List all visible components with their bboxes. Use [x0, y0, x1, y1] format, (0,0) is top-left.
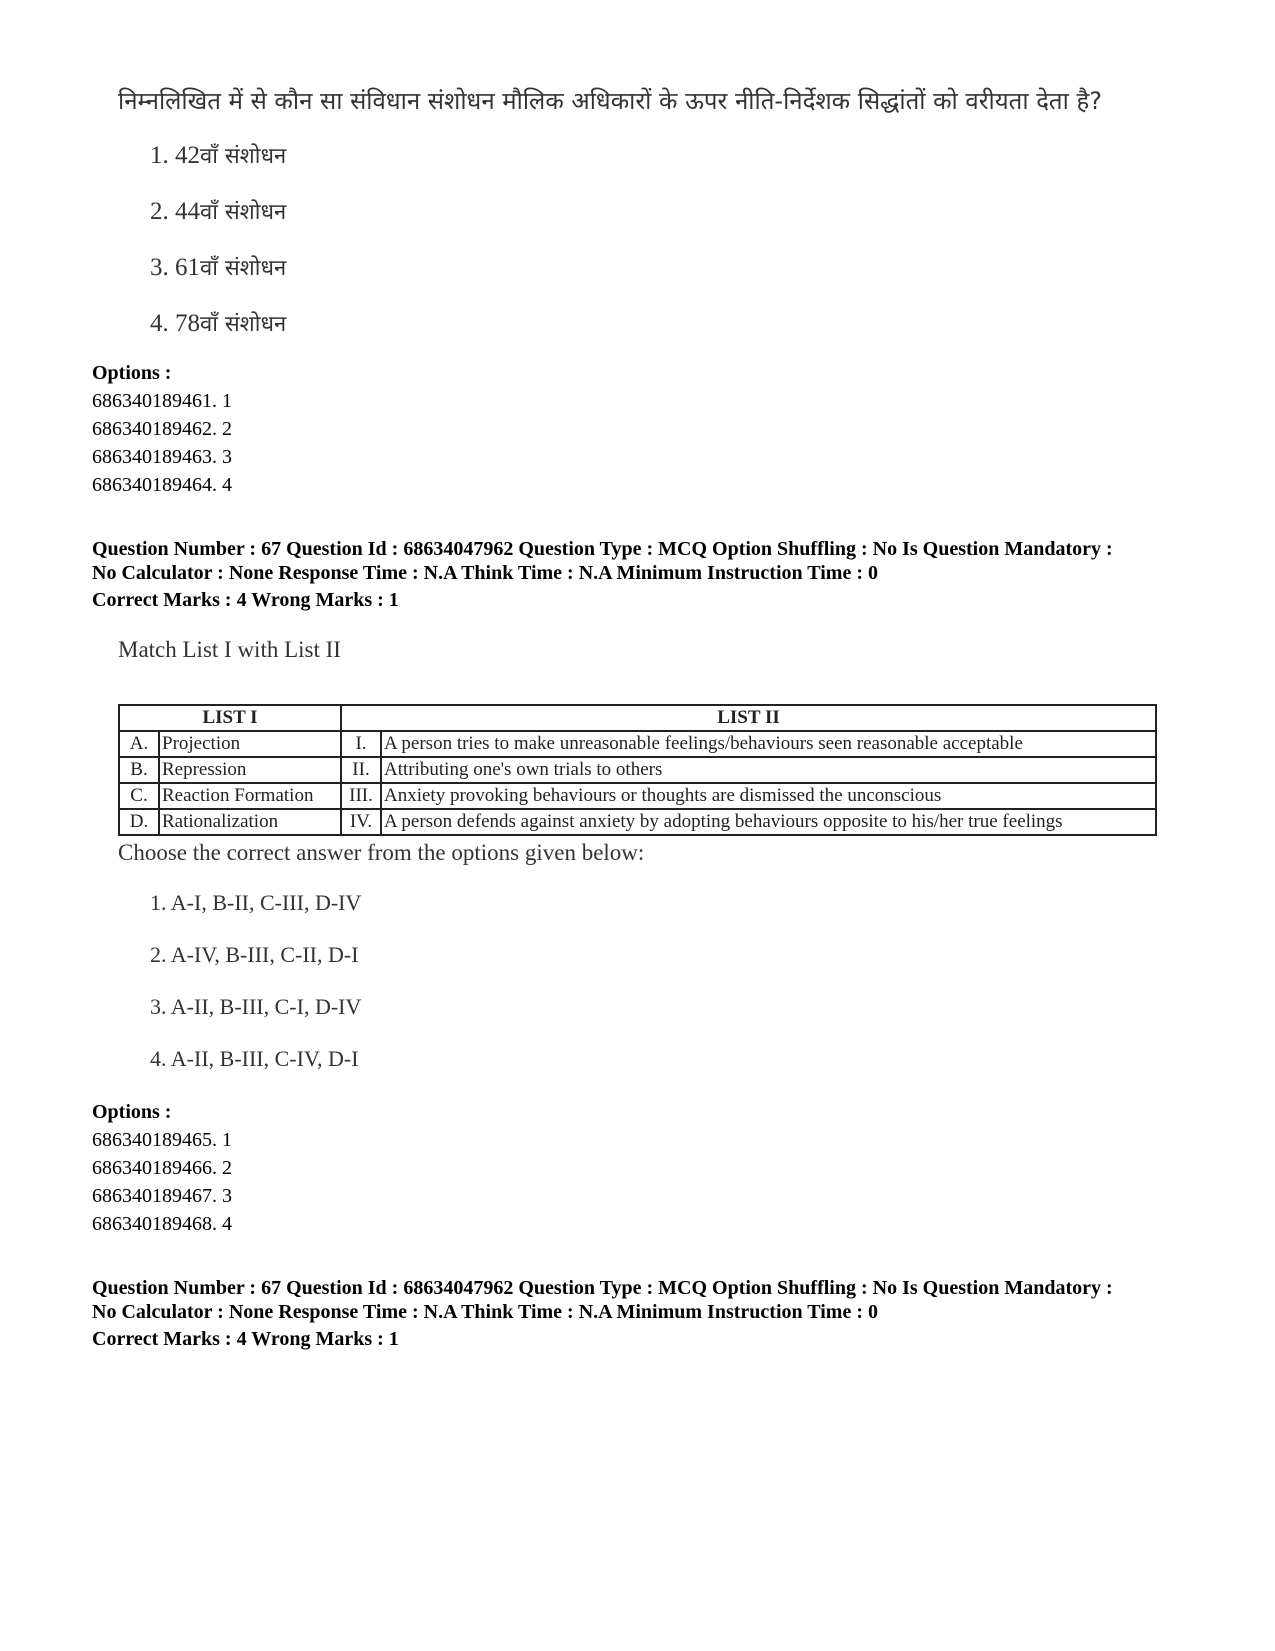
row-description: A person tries to make unreasonable feelings/behaviours seen reasonable acceptable [381, 731, 1156, 757]
choose-instruction: Choose the correct answer from the options given below: [118, 840, 645, 865]
row-description: Attributing one's own trials to others [381, 757, 1156, 783]
option-id: 686340189467. 3 [92, 1185, 232, 1207]
choice-item: 4. A-II, B-III, C-IV, D-I [150, 1046, 359, 1071]
row-letter: B. [119, 757, 159, 783]
choice-item [150, 252, 286, 282]
options-heading: Options : [92, 1101, 172, 1123]
table-row [119, 783, 1156, 809]
table-header-list1: LIST I [119, 705, 341, 731]
table-row [119, 731, 1156, 757]
table-header-row [119, 705, 1156, 731]
row-term: Projection [159, 731, 341, 757]
table-row [119, 809, 1156, 835]
choice-item [150, 308, 286, 338]
option-id: 686340189466. 2 [92, 1157, 232, 1179]
choice-text: वाँ संशोधन [200, 312, 287, 337]
choice-item: 1. A-I, B-II, C-III, D-IV [150, 890, 362, 915]
question-marks: Correct Marks : 4 Wrong Marks : 1 [92, 1328, 399, 1350]
choice-item: 2. A-IV, B-III, C-II, D-I [150, 942, 359, 967]
question-meta-line: No Calculator : None Response Time : N.A Think Time : N.A Minimum Instruction Time : 0 [92, 1301, 878, 1323]
row-roman: IV. [341, 809, 381, 835]
question-stem-hindi: निम्नलिखित में से कौन सा संविधान संशोधन मौलिक अधिकारों के ऊपर नीति-निर्देशक सिद्धांतों को वरीयता देता है? [118, 87, 1102, 115]
choice-number: 1. 42 [150, 142, 200, 169]
row-letter: D. [119, 809, 159, 835]
choice-text: वाँ संशोधन [200, 256, 287, 281]
row-term: Repression [159, 757, 341, 783]
question-marks: Correct Marks : 4 Wrong Marks : 1 [92, 589, 399, 611]
options-heading: Options : [92, 362, 172, 384]
row-roman: II. [341, 757, 381, 783]
option-id: 686340189468. 4 [92, 1213, 232, 1235]
choice-number: 2. 44 [150, 198, 200, 225]
choice-text: वाँ संशोधन [200, 144, 287, 169]
choice-item [150, 140, 286, 170]
choice-item [150, 196, 286, 226]
table-row [119, 757, 1156, 783]
question-meta [92, 1276, 1212, 1324]
row-term: Rationalization [159, 809, 341, 835]
option-id: 686340189461. 1 [92, 390, 232, 412]
choice-number: 4. 78 [150, 310, 200, 337]
row-description: A person defends against anxiety by adopting behaviours opposite to his/her true feelings [381, 809, 1156, 835]
option-id: 686340189464. 4 [92, 474, 232, 496]
option-id: 686340189465. 1 [92, 1129, 232, 1151]
row-letter: C. [119, 783, 159, 809]
choice-text: वाँ संशोधन [200, 200, 287, 225]
question-meta-line: Question Number : 67 Question Id : 68634047962 Question Type : MCQ Option Shuffling : No Is Question Mandatory : [92, 538, 1113, 560]
row-roman: I. [341, 731, 381, 757]
row-roman: III. [341, 783, 381, 809]
question-instruction: Match List I with List II [118, 637, 341, 662]
table-header-list2: LIST II [341, 705, 1156, 731]
option-id: 686340189463. 3 [92, 446, 232, 468]
row-term: Reaction Formation [159, 783, 341, 809]
question-meta-line: No Calculator : None Response Time : N.A Think Time : N.A Minimum Instruction Time : 0 [92, 562, 878, 584]
match-table [118, 704, 1157, 836]
choice-number: 3. 61 [150, 254, 200, 281]
option-id: 686340189462. 2 [92, 418, 232, 440]
row-letter: A. [119, 731, 159, 757]
choice-item: 3. A-II, B-III, C-I, D-IV [150, 994, 362, 1019]
question-meta-line: Question Number : 67 Question Id : 68634047962 Question Type : MCQ Option Shuffling : No Is Question Mandatory : [92, 1277, 1113, 1299]
question-meta [92, 537, 1212, 585]
row-description: Anxiety provoking behaviours or thoughts are dismissed the unconscious [381, 783, 1156, 809]
